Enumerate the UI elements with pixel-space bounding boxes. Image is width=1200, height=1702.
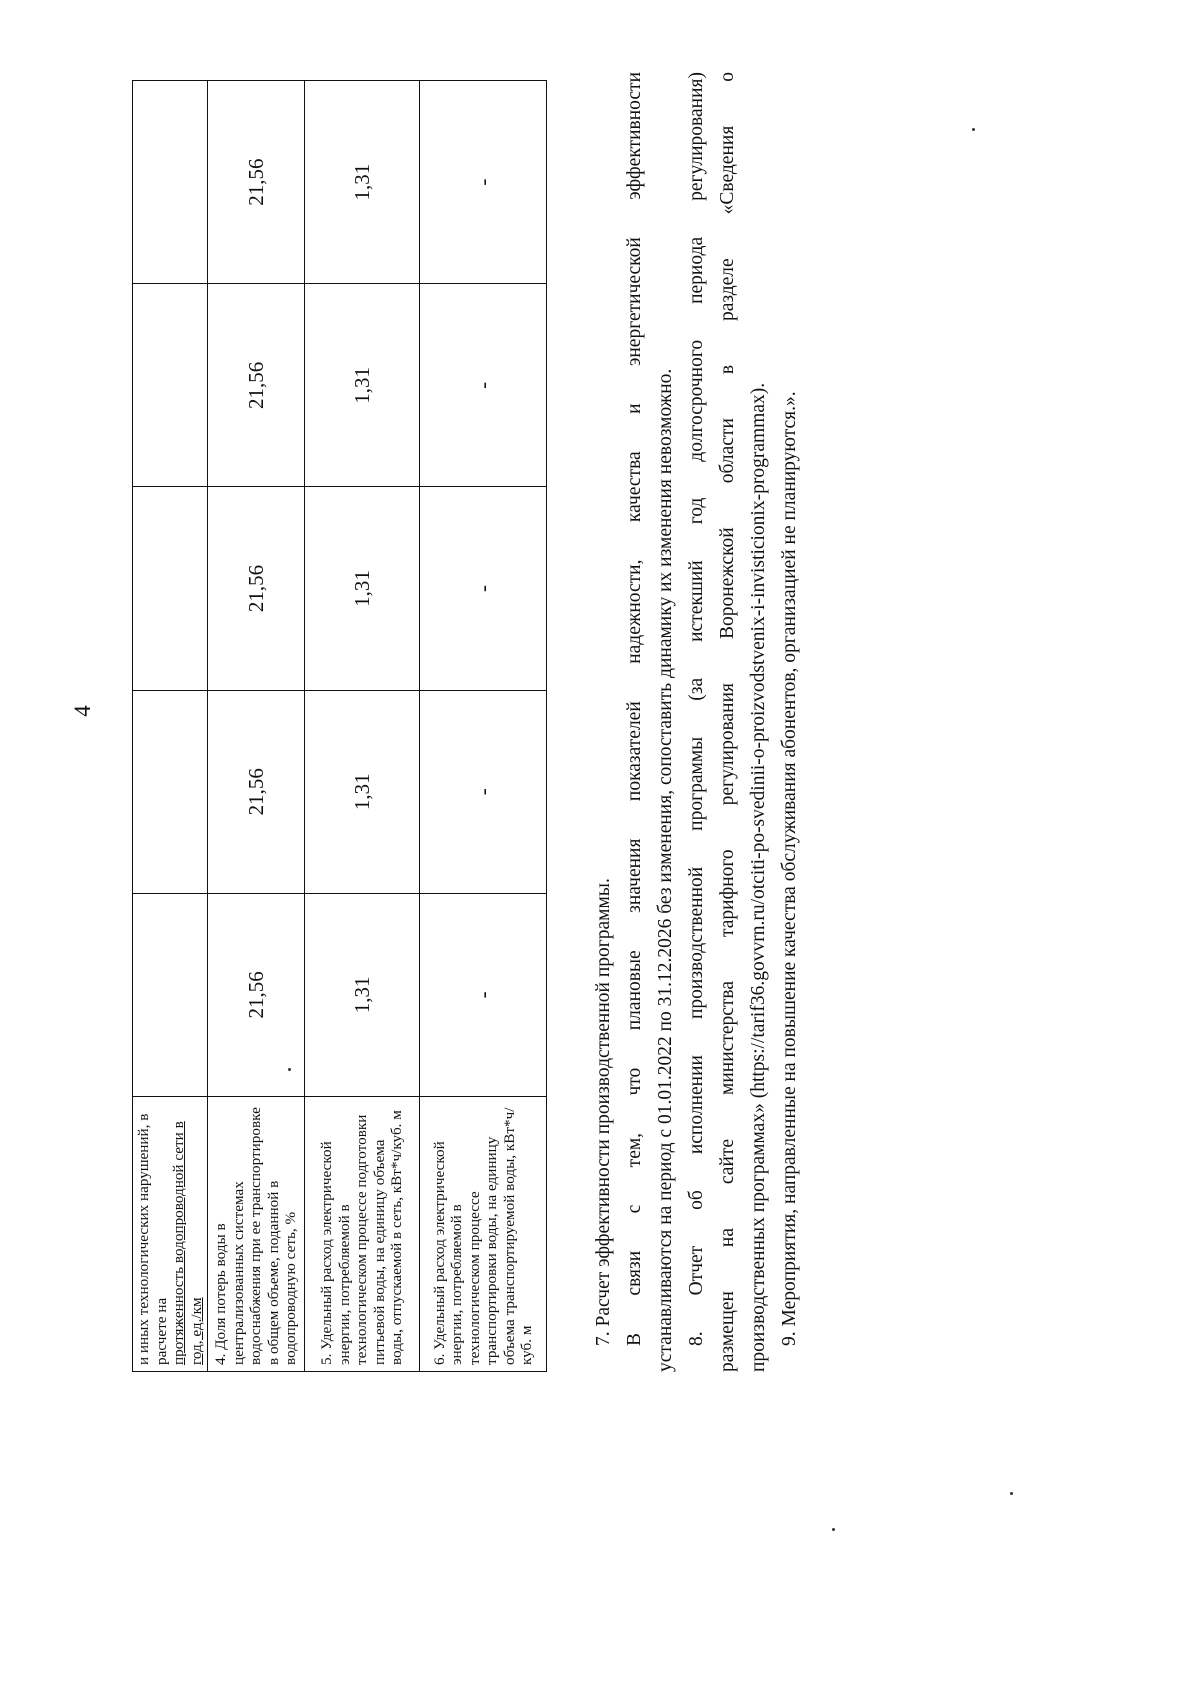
table-cell: 21,56 <box>208 487 305 690</box>
table-cell: 21,56 <box>208 284 305 487</box>
row-label-line: протяженность водопроводной сети в год, ед./км <box>170 1121 205 1365</box>
table-cell: - <box>420 284 547 487</box>
table-cell: - <box>420 893 547 1096</box>
row-label: 5. Удельный расход электрической энергии, потребляемой в технологическом процессе подготовки питьевой воды, на единицу объема воды, отпускаемой в сеть, кВт*ч/куб. м <box>305 1097 420 1372</box>
table-cell: 21,56 <box>208 690 305 893</box>
table-row <box>420 81 547 1372</box>
paragraph-7-line: устанавливаются на период с 01.01.2022 по 31.12.2026 без изменения, сопоставить динамику их изменения невозможно. <box>655 368 676 1372</box>
table-cell: 1,31 <box>305 487 420 690</box>
table-cell: 21,56 <box>208 893 305 1096</box>
table-cell: 1,31 <box>305 284 420 487</box>
table-row <box>208 81 305 1372</box>
paragraph-8-line: производственных программах» (https://tarif36.govvrn.ru/otciti-po-svedinii-o-proizvodstvenix-i-invisticionix-programmax). <box>748 382 769 1372</box>
paragraph-8-line: 8. Отчет об исполнении производственной программы (за истекший год долгосрочного периода регулирования) <box>686 72 707 1346</box>
table-cell <box>133 690 208 893</box>
paragraph-7-line: В связи с тем, что плановые значения показателей надежности, качества и энергетической эффективности <box>624 72 645 1346</box>
paragraph-9: 9. Мероприятия, направленные на повышение качества обслуживания абонентов, организацией не планируются.». <box>779 391 800 1346</box>
page-number: 4 <box>70 705 95 717</box>
row-label: 6. Удельный расход электрической энергии, потребляемой в технологическом процессе транспортировки воды, на единицу объема транспортируемой воды, кВт*ч/куб. м <box>420 1097 547 1372</box>
indicators-table <box>132 80 547 1372</box>
table-cell: 1,31 <box>305 893 420 1096</box>
paragraph-8-line: размещен на сайте министерства тарифного регулирования Воронежской области в разделе «Сведения о <box>717 72 738 1372</box>
table-cell <box>133 81 208 284</box>
body-text <box>588 72 805 1372</box>
scan-speck <box>832 1528 835 1531</box>
table-cell <box>133 893 208 1096</box>
row-label: 4. Доля потерь воды в централизованных системах водоснабжения при ее транспортировке в общем объеме, поданной в водопроводную сеть, % <box>208 1097 305 1372</box>
scan-speck <box>288 1068 291 1071</box>
table-cell: 21,56 <box>208 81 305 284</box>
row-label-line: и иных технологических нарушений, в расчете на <box>135 1113 170 1365</box>
table-cell: - <box>420 690 547 893</box>
table-cell <box>133 284 208 487</box>
scan-speck <box>972 128 975 131</box>
table-cell: - <box>420 487 547 690</box>
table-cell: - <box>420 81 547 284</box>
table-cell: 1,31 <box>305 81 420 284</box>
table-row <box>133 81 208 1372</box>
table-cell <box>133 487 208 690</box>
table-cell: 1,31 <box>305 690 420 893</box>
table-row <box>305 81 420 1372</box>
scan-speck <box>1010 1492 1013 1495</box>
paragraph-7-heading: 7. Расчет эффективности производственной программы. <box>593 878 614 1346</box>
row-label <box>133 1097 208 1372</box>
